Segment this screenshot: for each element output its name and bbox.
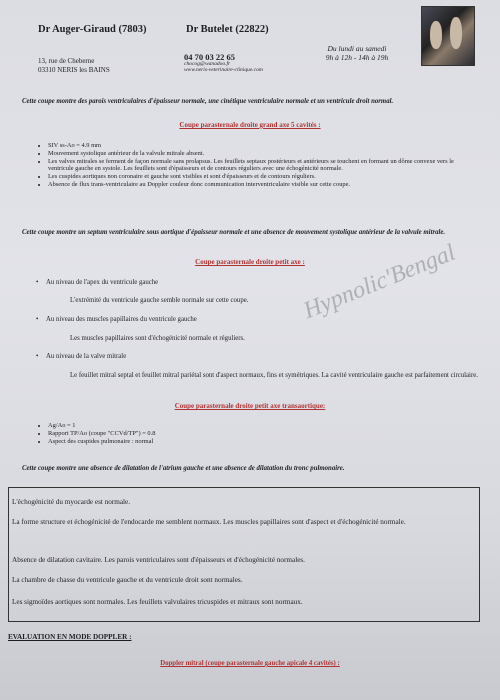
section-title-transaortique: Coupe parasternale droite petit axe transaortique: bbox=[174, 402, 326, 410]
list-detail: Les muscles papillaires sont d'échogénicité normale et réguliers. bbox=[70, 335, 245, 342]
address-line-1: 13, rue de Cheberne bbox=[38, 57, 95, 65]
phone-number: 04 70 03 22 65 bbox=[184, 52, 235, 62]
watermark: Hypnolic'Bengal bbox=[300, 239, 460, 325]
list-item: • Absence de flux trans-ventriculaire au Doppler couleur donc communication interventriculaire visible sur cette coupe. bbox=[48, 181, 476, 189]
list-item: • Les valves mitrales se ferment de façon normale sans prolapsus. Les feuillets septaux postérieurs et antérieurs se touchent en formant un dôme convexe vers le ventricule gauche en systole. Les feuillets sont d'épaisseurs et de contours réguliers avec une échogénicité normale. bbox=[48, 158, 476, 174]
list-item: • Rapport TP/Ao (coupe "CCVd/TP") = 0.8 bbox=[48, 430, 476, 438]
section1-list bbox=[36, 142, 476, 189]
list-item: • Aspect des cuspides pulmonaire : normal bbox=[48, 438, 476, 446]
list-detail: Le feuillet mitral septal et feuillet mitral pariétal sont d'aspect normaux, fins et symétriques. La cavité ventriculaire gauche est parfaitement circulaire. bbox=[70, 372, 478, 379]
conclusion-line: La chambre de chasse du ventricule gauche et du ventricule droit sont normales. bbox=[12, 576, 243, 584]
hours-line-1: Du lundi au samedi bbox=[327, 44, 387, 53]
doctor-name-2: Dr Butelet (22822) bbox=[186, 24, 269, 35]
photo-figure bbox=[430, 21, 442, 49]
intro-paragraph-2: Cette coupe montre un septum ventriculaire sous aortique d'épaisseur normale et une absence de mouvement systolique antérieur de la valvule mitrale. bbox=[22, 229, 446, 236]
clinic-address bbox=[38, 57, 158, 75]
photo-figure bbox=[450, 17, 462, 49]
list-item: • SIV ss-Ao = 4.9 mm bbox=[48, 142, 476, 150]
list-item: • Au niveau des muscles papillaires du ventricule gauche bbox=[46, 316, 197, 323]
section3-list bbox=[36, 422, 476, 445]
list-item: • Mouvement systolique antérieur de la valvule mitrale absent. bbox=[48, 150, 476, 158]
doppler-mitral-subtitle: Doppler mitral (coupe parasternale gauche apicale 4 cavités) : bbox=[160, 660, 340, 667]
intro-paragraph-1: Cette coupe montre des parois ventriculaires d'épaisseur normale, une cinétique ventriculaire normale et un ventricule droit normal. bbox=[22, 98, 394, 105]
section-title-grand-axe: Coupe parasternale droite grand axe 5 cavités : bbox=[179, 121, 321, 129]
conclusion-line: L'échogénicité du myocarde est normale. bbox=[12, 498, 131, 506]
address-line-2: 03310 NERIS les BAINS bbox=[38, 66, 110, 74]
list-item: • Ag/Ao = 1 bbox=[48, 422, 476, 430]
list-item: • Au niveau de l'apex du ventricule gauche bbox=[46, 279, 158, 286]
website-url: www.neris-veterinaire-clinique.com bbox=[184, 67, 263, 73]
clinic-photo bbox=[421, 6, 475, 66]
opening-hours bbox=[312, 44, 402, 62]
hours-line-2: 9h à 12h - 14h à 19h bbox=[325, 53, 389, 62]
list-item: • Les cuspides aortiques non coronaire et gauche sont visibles et sont d'épaisseurs et de contours réguliers. bbox=[48, 173, 476, 181]
intro-paragraph-3: Cette coupe montre une absence de dilatation de l'atrium gauche et une absence de dilatation du tronc pulmonaire. bbox=[22, 465, 345, 472]
conclusion-line: Absence de dilatation cavitaire. Les parois ventriculaires sont d'épaisseurs et d'échogénicité normales. bbox=[12, 556, 305, 564]
doppler-evaluation-heading: EVALUATION EN MODE DOPPLER : bbox=[8, 633, 132, 641]
conclusion-line: La forme structure et échogénicité de l'endocarde me semblent normaux. Les muscles papillaires sont d'aspect et d'échogénicité normale. bbox=[12, 518, 406, 526]
conclusion-line: Les sigmoïdes aortiques sont normales. Les feuillets valvulaires tricuspides et mitraux sont normaux. bbox=[12, 598, 303, 606]
conclusion-box bbox=[8, 487, 480, 622]
doctor-name-1: Dr Auger-Giraud (7803) bbox=[38, 24, 147, 35]
list-detail: L'extrémité du ventricule gauche semble normale sur cette coupe. bbox=[70, 297, 249, 304]
section-title-petit-axe: Coupe parasternale droite petit axe : bbox=[195, 258, 305, 266]
email-address: chocog@wanadoo.fr bbox=[184, 61, 231, 67]
list-item: • Au niveau de la valve mitrale bbox=[46, 353, 126, 360]
